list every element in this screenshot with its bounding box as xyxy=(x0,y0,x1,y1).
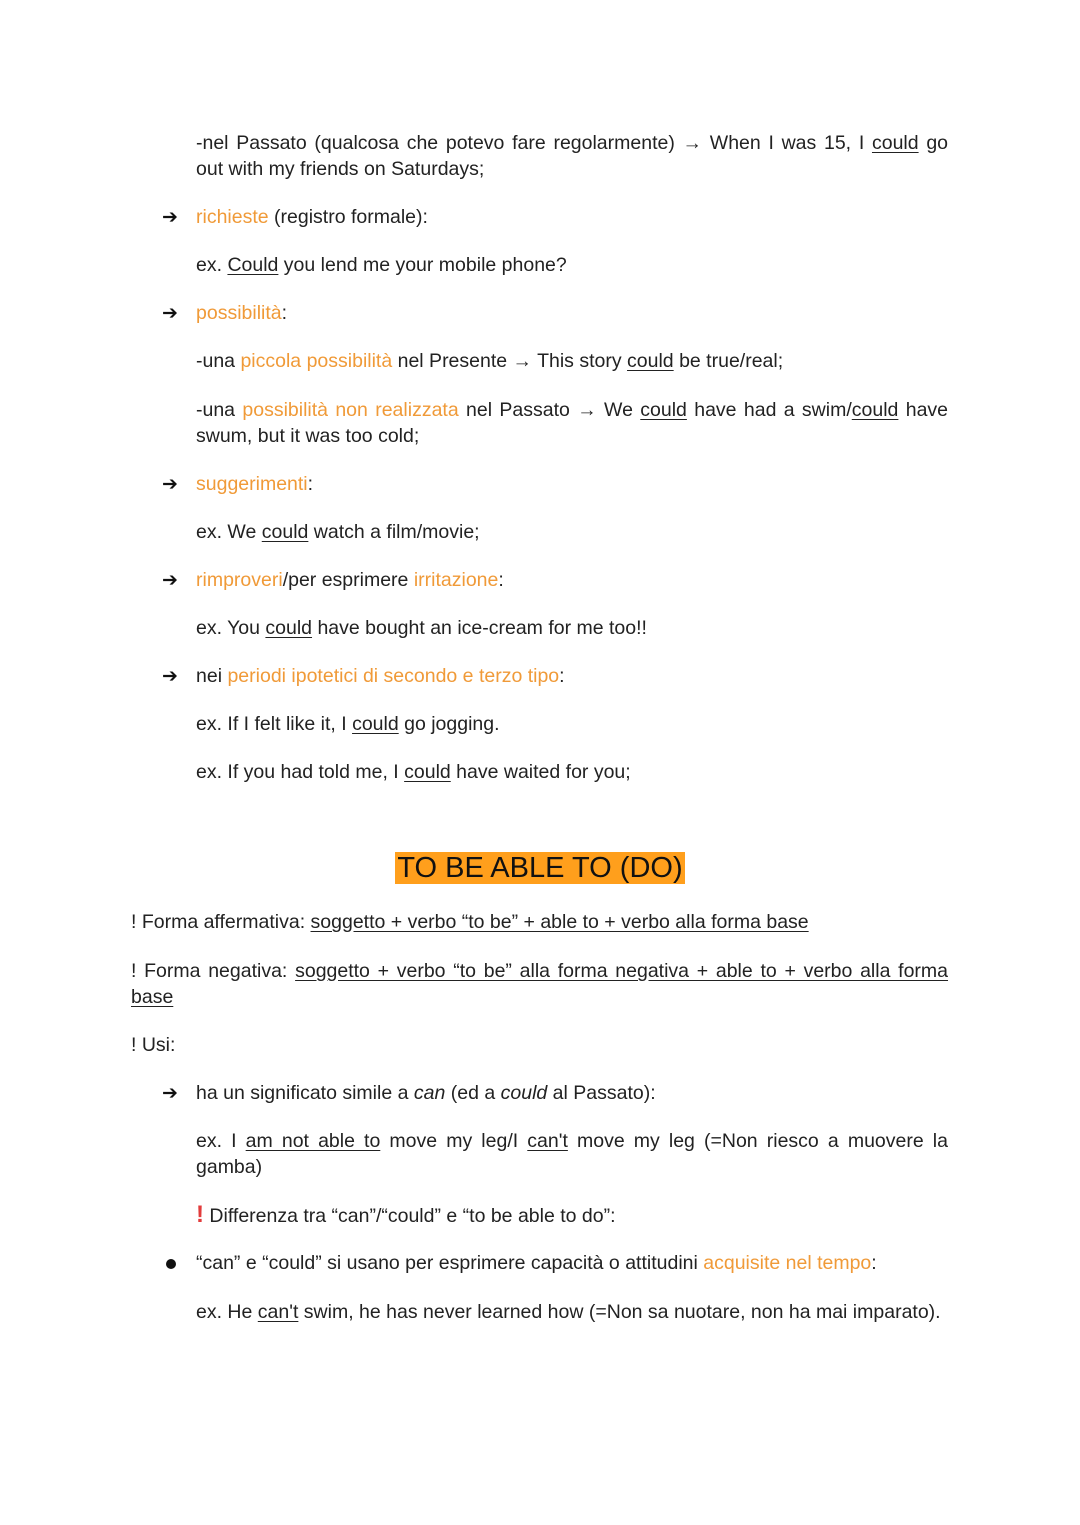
can-could-example: ex. He can't swim, he has never learned how (=Non sa nuotare, non ha mai imparato). xyxy=(196,1301,941,1323)
arrow-bullet-icon: ➔ xyxy=(162,473,178,495)
can-could-usage: “can” e “could” si usano per esprimere capacità o attitudini acquisite nel tempo: xyxy=(196,1252,877,1274)
keyword-could: could xyxy=(871,132,919,154)
forma-affermativa: ! Forma affermativa: soggetto + verbo “to be” + able to + verbo alla forma base xyxy=(131,911,809,933)
uso-simile-can: ha un significato simile a can (ed a could al Passato): xyxy=(196,1082,656,1104)
differenza-note: ! Differenza tra “can”/“could” e “to be able to do”: xyxy=(196,1201,616,1228)
rimproveri-heading: rimproveri/per esprimere irritazione: xyxy=(196,569,504,591)
periodi-heading: nei periodi ipotetici di secondo e terzo tipo: xyxy=(196,665,565,687)
warning-icon: ! xyxy=(196,1201,204,1228)
richieste-heading: richieste (registro formale): xyxy=(196,206,428,228)
richieste-example: ex. Could you lend me your mobile phone? xyxy=(196,254,567,276)
suggerimenti-example: ex. We could watch a film/movie; xyxy=(196,521,480,543)
forma-negativa: ! Forma negativa: soggetto + verbo “to be” alla forma negativa + able to + verbo alla forma base xyxy=(131,960,949,1008)
arrow-bullet-icon: ➔ xyxy=(162,302,178,324)
suggerimenti-heading: suggerimenti: xyxy=(196,473,314,495)
arrow-bullet-icon: ➔ xyxy=(162,1082,178,1104)
usi-label: ! Usi: xyxy=(131,1034,176,1056)
passato-line: -nel Passato (qualcosa che potevo fare regolarmente) → When I was 15, I could go out with my friends on Saturdays; xyxy=(196,132,949,180)
periodi-example-1: ex. If I felt like it, I could go jogging. xyxy=(196,713,500,735)
arrow-bullet-icon: ➔ xyxy=(162,665,178,687)
uso-example: ex. I am not able to move my leg/I can't move my leg (=Non riesco a muovere la gamba) xyxy=(196,1130,948,1178)
possibilita-heading: possibilità: xyxy=(196,302,288,324)
periodi-example-2: ex. If you had told me, I could have waited for you; xyxy=(196,761,631,783)
bullet-dot-icon xyxy=(166,1259,176,1269)
arrow-bullet-icon: ➔ xyxy=(162,206,178,228)
arrow-bullet-icon: ➔ xyxy=(162,569,178,591)
rimproveri-example: ex. You could have bought an ice-cream for me too!! xyxy=(196,617,647,639)
section-title: TO BE ABLE TO (DO) xyxy=(397,852,683,884)
possibilita-presente: -una piccola possibilità nel Presente → This story could be true/real; xyxy=(196,350,784,372)
possibilita-passato: -una possibilità non realizzata nel Passato → We could have had a swim/could have swum, but it was too cold; xyxy=(196,399,949,447)
